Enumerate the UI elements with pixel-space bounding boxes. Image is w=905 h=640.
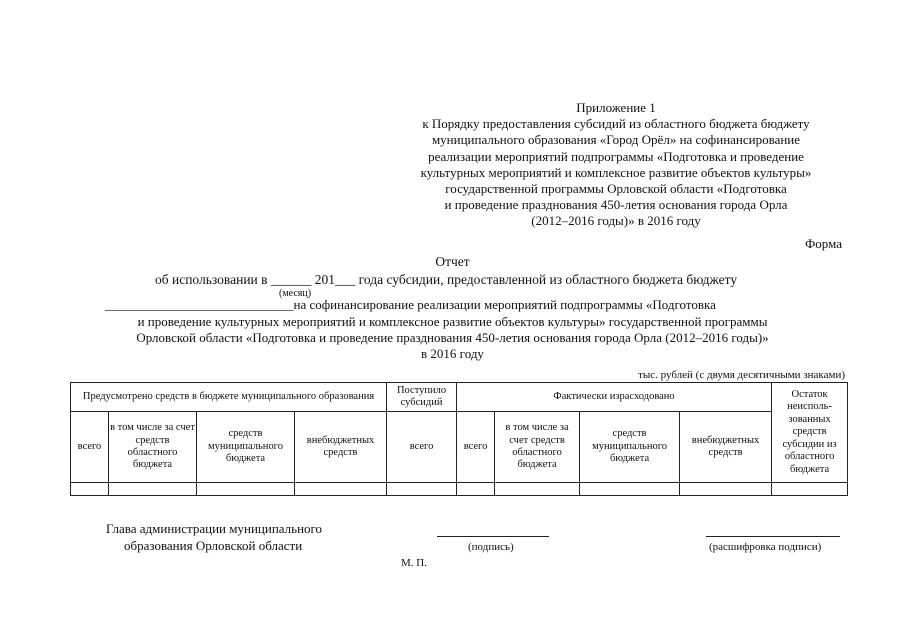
units-note: тыс. рублей (с двумя десятичными знаками) [638, 369, 845, 381]
report-line-3: и проведение культурных мероприятий и комплексное развитие объектов культуры» государственной программы [137, 314, 768, 329]
report-line-1: об использовании в ______ 201___ года субсидии, предоставленной из областного бюджета бюджету [155, 272, 738, 287]
signatory-position-line-2: образования Орловской области [124, 538, 303, 553]
col-total: всего [71, 412, 109, 483]
signature-decode-line [706, 536, 840, 537]
table-cell [495, 483, 580, 496]
col-received-total: всего [387, 412, 457, 483]
report-table [70, 382, 848, 496]
table-cell [71, 483, 109, 496]
table-cell [109, 483, 197, 496]
table-subheader-row [71, 412, 848, 483]
appendix-line: Приложение 1 [576, 100, 656, 115]
col-spent-total: всего [457, 412, 495, 483]
table-cell [457, 483, 495, 496]
table-cell [680, 483, 772, 496]
month-hint: (месяц) [279, 288, 312, 299]
col-offbudget: внебюджетных средств [295, 412, 387, 483]
appendix-line: государственной программы Орловской области «Подготовка [445, 181, 787, 197]
col-municipal: средств муниципального бюджета [197, 412, 295, 483]
appendix-line: муниципального образования «Город Орёл» на софинансирование [431, 132, 801, 148]
header-remainder: Остаток неисполь-зованных средств субсидии из областного бюджета [772, 383, 848, 483]
col-regional: в том числе за счет средств областного бюджета [109, 412, 197, 483]
table-cell [197, 483, 295, 496]
appendix-line: (2012–2016 годы)» в 2016 году [531, 213, 701, 229]
appendix-line: культурных мероприятий и комплексное развитие объектов культуры» [420, 164, 812, 180]
appendix-line: к Порядку предоставления субсидий из областного бюджета бюджету [422, 116, 810, 132]
table-cell [387, 483, 457, 496]
appendix-header [360, 100, 872, 230]
table-header-row [71, 383, 848, 412]
table-row [71, 483, 848, 496]
col-spent-regional: в том числе за счет средств областного бюджета [495, 412, 580, 483]
appendix-line: и проведение празднования 450-летия основания города Орла [444, 197, 788, 213]
table-cell [295, 483, 387, 496]
report-line-5: в 2016 году [421, 346, 484, 361]
col-spent-municipal: средств муниципального бюджета [580, 412, 680, 483]
signature-decode-hint: (расшифровка подписи) [709, 541, 822, 553]
report-line-2: _____________________________на софинансирование реализации мероприятий подпрограммы «Подготовка [105, 297, 716, 312]
header-spent: Фактически израсходовано [457, 383, 772, 412]
appendix-line: реализации мероприятий подпрограммы «Подготовка и проведение [428, 148, 804, 164]
col-spent-offbudget: внебюджетных средств [680, 412, 772, 483]
form-label: Форма [805, 236, 842, 251]
report-title: Отчет [435, 254, 470, 269]
header-received: Поступило субсидий [387, 383, 457, 412]
signature-hint: (подпись) [468, 541, 514, 553]
table-cell [580, 483, 680, 496]
signature-line [437, 536, 549, 537]
stamp-place: М. П. [401, 557, 427, 569]
header-planned: Предусмотрено средств в бюджете муниципального образования [71, 383, 387, 412]
signatory-position-line-1: Глава администрации муниципального [106, 521, 323, 536]
table-cell [772, 483, 848, 496]
report-line-4: Орловской области «Подготовка и проведение празднования 450-летия основания города Орла (2012–2016 годы)» [136, 330, 769, 345]
